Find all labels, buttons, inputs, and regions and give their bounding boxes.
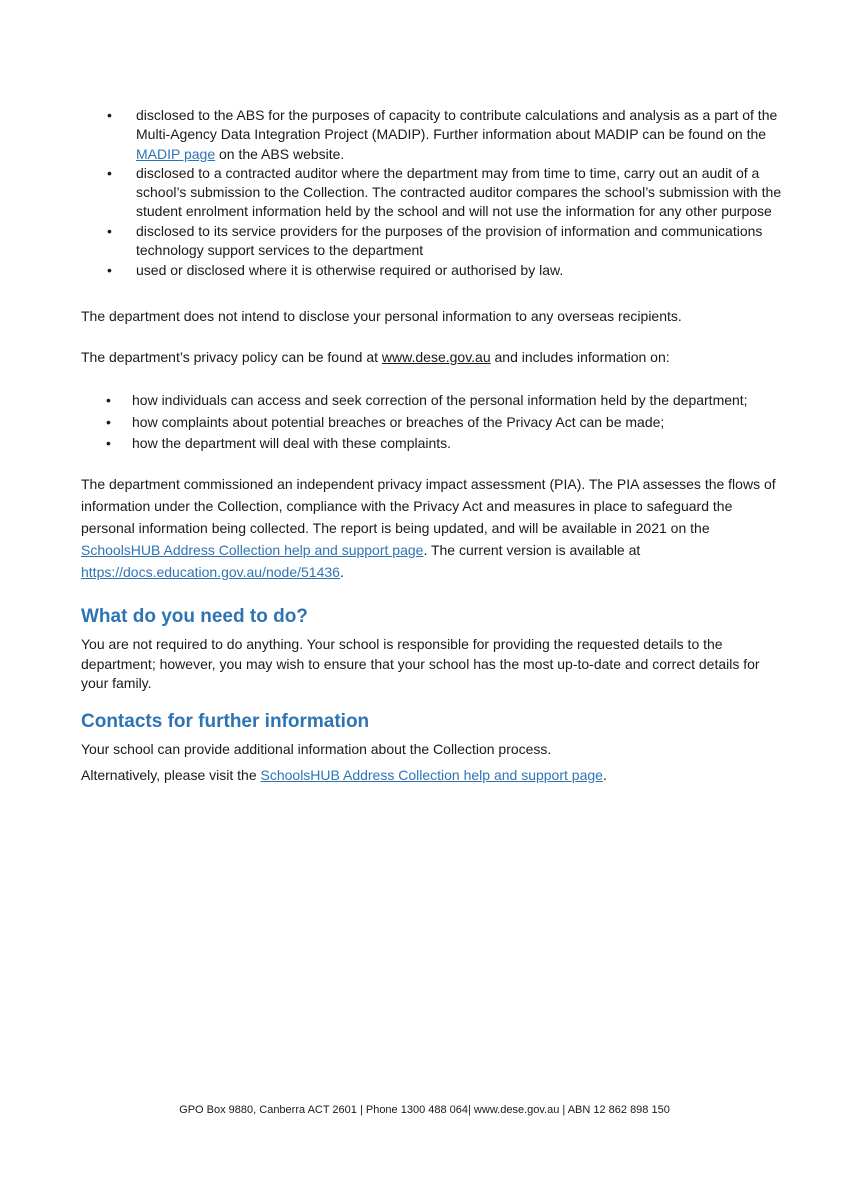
list-item xyxy=(81,164,789,222)
paragraph-text: The department commissioned an independent privacy impact assessment (PIA). The PIA assesses the flows of information under the Collection, compliance with the Privacy Act and measures in place to safeguard the personal information being collected. The report is being updated, and will be available in 2021 on the xyxy=(81,476,776,536)
privacy-list xyxy=(81,390,789,455)
pia-paragraph xyxy=(81,473,789,583)
list-item-text: used or disclosed where it is otherwise required or authorised by law. xyxy=(136,262,564,279)
overseas-paragraph: The department does not intend to disclose your personal information to any overseas recipients. xyxy=(81,308,682,324)
list-item: • how individuals can access and seek correction of the personal information held by the department; xyxy=(81,390,789,412)
what-to-do-paragraph: You are not required to do anything. Your school is responsible for providing the requested details to the department; however, you may wish to ensure that your school has the most up-to-date and correct details for your family. xyxy=(81,636,760,691)
paragraph-text: and includes information on: xyxy=(490,349,670,365)
list-item xyxy=(81,261,789,280)
section-heading-what-to-do: What do you need to do? xyxy=(81,606,308,627)
list-item-text: disclosed to the ABS for the purposes of capacity to contribute calculations and analysis as a part of the Multi-Agency Data Integration Project (MADIP). Further information about MADIP can be found on the xyxy=(136,107,778,143)
paragraph-text: . The current version is available at xyxy=(423,542,641,558)
privacy-list-block xyxy=(81,390,789,455)
contacts-paragraph: Your school can provide additional information about the Collection process. xyxy=(81,741,552,757)
dese-website-link[interactable]: www.dese.gov.au xyxy=(381,349,491,365)
list-item xyxy=(81,106,789,164)
disclosure-list-block xyxy=(81,106,789,281)
list-item: • how the department will deal with these complaints. xyxy=(81,433,789,455)
madip-page-link[interactable]: MADIP page xyxy=(136,145,216,162)
schoolshub-help-link[interactable]: SchoolsHUB Address Collection help and support page xyxy=(81,542,424,558)
disclosure-list xyxy=(81,106,789,281)
paragraph-text: . xyxy=(339,564,344,580)
page-footer: GPO Box 9880, Canberra ACT 2601 | Phone 1300 488 064| www.dese.gov.au | ABN 12 862 898 150 xyxy=(179,1104,670,1116)
list-item xyxy=(81,222,789,261)
paragraph-text: Alternatively, please visit the xyxy=(81,767,261,783)
list-item-text: on the ABS website. xyxy=(215,145,345,162)
pia-document-link[interactable]: https://docs.education.gov.au/node/51436 xyxy=(81,564,340,580)
list-item-text: disclosed to its service providers for the purposes of the provision of information and communications technology support services to the department xyxy=(136,222,763,259)
schoolshub-help-link[interactable]: SchoolsHUB Address Collection help and support page xyxy=(260,767,603,783)
paragraph-text: . xyxy=(602,767,607,783)
alternatively-paragraph xyxy=(81,766,789,786)
paragraph-text: The department’s privacy policy can be found at xyxy=(81,349,382,365)
list-item: • how complaints about potential breaches or breaches of the Privacy Act can be made; xyxy=(81,412,789,434)
privacy-paragraph xyxy=(81,348,789,368)
list-item-text: disclosed to a contracted auditor where the department may from time to time, carry out an audit of a school’s submission to the Collection. The contracted auditor compares the school’s submission with the student enrolment information held by the school and will not use the information for any other purpose xyxy=(136,164,782,220)
section-heading-contacts: Contacts for further information xyxy=(81,711,370,732)
